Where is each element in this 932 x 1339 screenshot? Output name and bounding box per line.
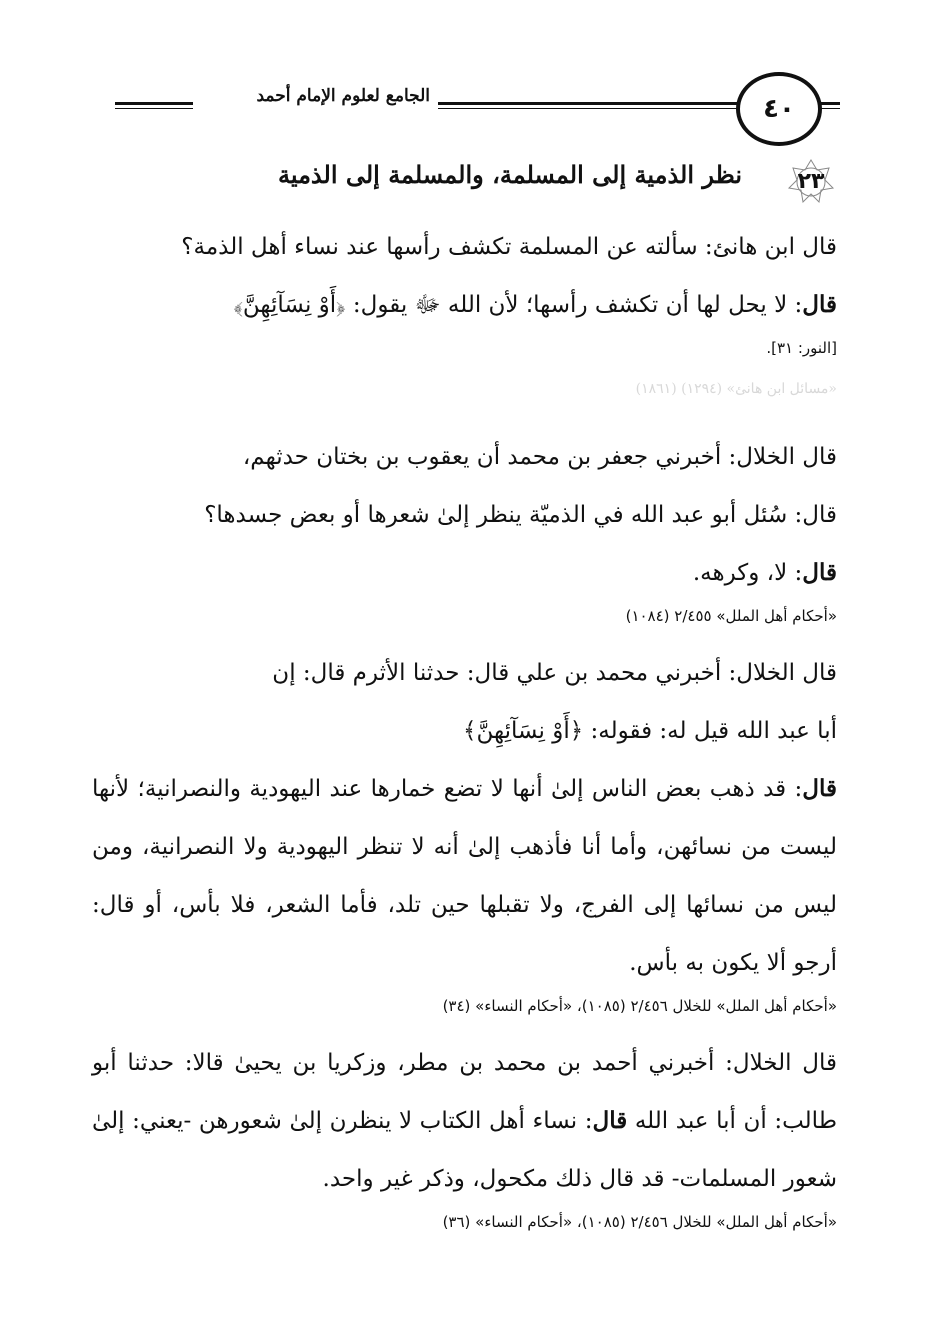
said-label: قال: [802, 775, 837, 802]
running-title: الجامع لعلوم الإمام أحمد: [256, 86, 430, 106]
paragraph-4-text: : لا، وكرهه.: [692, 560, 803, 586]
source-reference-3: «أحكام أهل الملل» للخلال ٢/٤٥٦ (١٠٨٥)، «أحكام النساء» (٣٦): [442, 1213, 837, 1231]
paragraph-6-text: : قد ذهب بعض الناس إلىٰ أنها لا تضع خمارها عند اليهودية والنصرانية؛ لأنها ليست من نسائهن، وأما أنا فأذهب إلىٰ أنه لا تنظر اليهودية ولا النصرانية، ومن ليس من نسائها إلى الفرج، ولا تقبلها حين تلد، فأما الشعر، فلا بأس، أو قال: أرجو ألا يكون به بأس.: [92, 776, 837, 976]
source-reference-2: «أحكام أهل الملل» للخلال ٢/٤٥٦ (١٠٨٥)، «أحكام النساء» (٣٤): [442, 997, 837, 1015]
said-label: قال: [802, 291, 837, 318]
paragraph-6: [92, 760, 837, 992]
page-number: ٤٠: [736, 72, 822, 146]
paragraph-5-line-2: أبا عبد الله قيل له: فقوله: ﴿أَوْ نِسَآئِهِنَّ﴾: [463, 718, 837, 744]
page-header: [95, 68, 840, 148]
main-content: [92, 218, 837, 1236]
said-label: قال: [592, 1107, 628, 1134]
faded-source-reference: «مسائل ابن هانئ» (١٢٩٤) (١٨٦١): [635, 381, 837, 397]
section-number: ٢٣: [797, 168, 825, 194]
section-heading: [92, 156, 837, 206]
quran-reference: [النور: ٣١].: [766, 339, 837, 357]
section-title: نظر الذمية إلى المسلمة، والمسلمة إلى الذمية: [277, 160, 742, 189]
paragraph-7-text-b: : نساء أهل الكتاب لا ينظرن إلىٰ شعورهن -يعني: إلىٰ شعور المسلمات- قد قال ذلك مكحول، وذكر غير واحد.: [92, 1108, 837, 1192]
header-rule-right: [820, 102, 840, 109]
source-reference-1: «أحكام أهل الملل» ٢/٤٥٥ (١٠٨٤): [625, 607, 837, 625]
section-number-badge: [785, 158, 837, 204]
paragraph-3-line-2: قال: سُئل أبو عبد الله في الذميّة ينظر إلىٰ شعرها أو بعض جسدها؟: [204, 502, 837, 528]
paragraph-3-line-1: قال الخلال: أخبرني جعفر بن محمد أن يعقوب بن بختان حدثهم،: [242, 444, 837, 470]
paragraph-1: قال ابن هانئ: سألته عن المسلمة تكشف رأسها عند نساء أهل الذمة؟: [181, 234, 837, 260]
paragraph-2: [92, 276, 837, 334]
said-label: قال: [802, 559, 837, 586]
paragraph-4: [92, 544, 837, 602]
paragraph-7: [92, 1034, 837, 1208]
header-rule-left: [115, 102, 193, 109]
paragraph-2-text: : لا يحل لها أن تكشف رأسها؛ لأن الله ﷻ يقول: ﴿أَوْ نِسَآئِهِنَّ﴾: [233, 292, 803, 318]
paragraph-5-line-1: قال الخلال: أخبرني محمد بن علي قال: حدثنا الأثرم قال: إن: [272, 660, 837, 686]
paragraph-7-text-a: قال الخلال: أخبرني أحمد بن محمد بن مطر، وزكريا بن يحيىٰ قالا: حدثنا أبو طالب: أن أبا عبد الله: [92, 1050, 837, 1134]
header-rule-middle: [438, 102, 738, 109]
